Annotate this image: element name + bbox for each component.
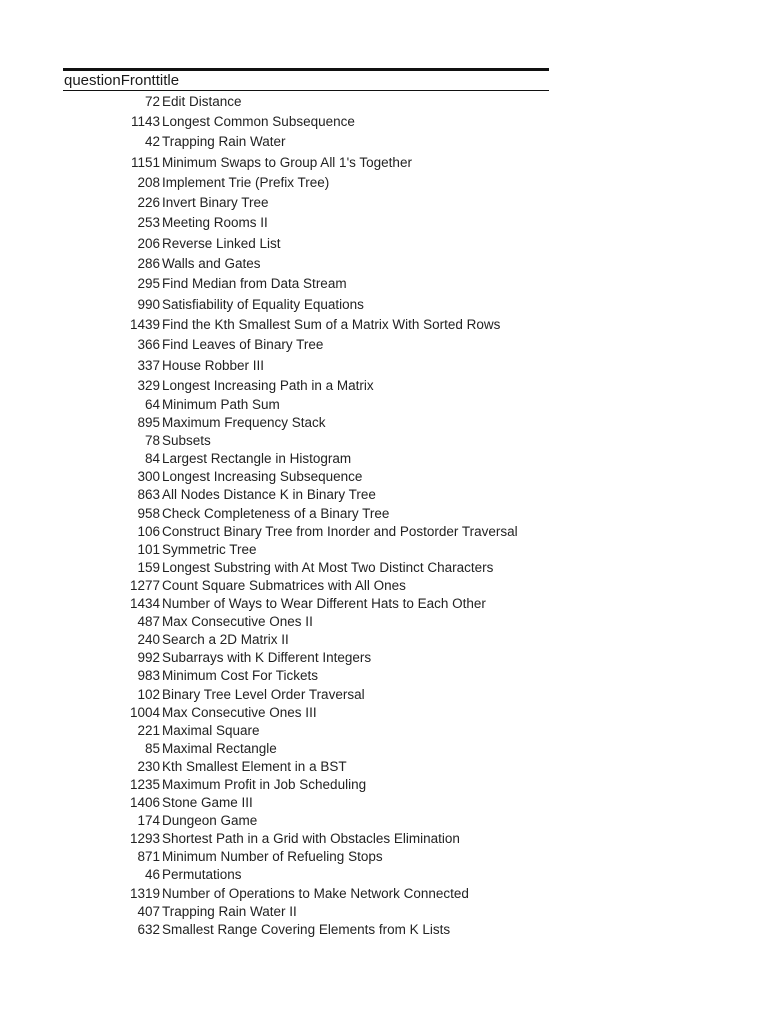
table-row — [63, 414, 549, 432]
question-table — [63, 68, 549, 938]
table-row — [63, 504, 549, 522]
question-id: 487 — [137, 614, 160, 630]
table-row — [63, 132, 549, 152]
question-id: 1319 — [129, 885, 160, 901]
question-id: 84 — [144, 451, 160, 467]
table-row — [63, 233, 549, 253]
question-title: Minimum Cost For Tickets — [162, 668, 319, 684]
question-id: 990 — [137, 296, 160, 312]
table-row — [63, 468, 549, 486]
question-title: Longest Increasing Subsequence — [162, 469, 363, 485]
question-title: Maximum Profit in Job Scheduling — [162, 776, 367, 792]
question-id: 72 — [144, 93, 160, 109]
question-id: 221 — [137, 722, 160, 738]
question-title: Implement Trie (Prefix Tree) — [162, 174, 330, 190]
question-title: Minimum Number of Refueling Stops — [162, 849, 383, 865]
question-title: Subsets — [162, 433, 211, 449]
question-title: Smallest Range Covering Elements from K Lists — [162, 921, 451, 937]
question-title: Binary Tree Level Order Traversal — [162, 686, 365, 702]
question-id: 102 — [137, 686, 160, 702]
table-row — [63, 314, 549, 334]
question-id: 863 — [137, 487, 160, 503]
question-id: 1293 — [129, 831, 160, 847]
table-row — [63, 192, 549, 212]
question-title: Kth Smallest Element in a BST — [162, 758, 347, 774]
table-row — [63, 540, 549, 558]
question-title: Longest Substring with At Most Two Distinct Characters — [162, 559, 494, 575]
table-row — [63, 375, 549, 395]
question-id: 46 — [144, 867, 160, 883]
question-id: 230 — [137, 758, 160, 774]
table-row — [63, 395, 549, 413]
question-id: 337 — [137, 357, 160, 373]
question-title: Check Completeness of a Binary Tree — [162, 505, 390, 521]
question-title: Walls and Gates — [162, 256, 261, 272]
question-title: Reverse Linked List — [162, 235, 281, 251]
question-id: 958 — [137, 505, 160, 521]
question-title: Dungeon Game — [162, 813, 258, 829]
question-id: 226 — [137, 195, 160, 211]
table-row — [63, 486, 549, 504]
table-row — [63, 613, 549, 631]
question-id: 159 — [137, 559, 160, 575]
table-row — [63, 558, 549, 576]
question-title: Find the Kth Smallest Sum of a Matrix With Sorted Rows — [162, 316, 501, 332]
question-id: 1277 — [129, 577, 160, 593]
question-title: Minimum Swaps to Group All 1's Together — [162, 154, 412, 170]
question-id: 1434 — [129, 596, 160, 612]
table-row — [63, 884, 549, 902]
table-row — [63, 794, 549, 812]
table-row — [63, 576, 549, 594]
table-row — [63, 830, 549, 848]
question-title: Symmetric Tree — [162, 541, 257, 557]
question-title: Construct Binary Tree from Inorder and Postorder Traversal — [162, 523, 518, 539]
table-row — [63, 91, 549, 111]
question-id: 101 — [137, 541, 160, 557]
table-row — [63, 253, 549, 273]
question-id: 366 — [137, 337, 160, 353]
question-title: Find Median from Data Stream — [162, 276, 347, 292]
table-row — [63, 703, 549, 721]
table-row — [63, 172, 549, 192]
question-id: 253 — [137, 215, 160, 231]
question-title: Invert Binary Tree — [162, 195, 269, 211]
question-title: Maximal Rectangle — [162, 740, 277, 756]
question-title: Trapping Rain Water — [162, 134, 286, 150]
table-row — [63, 848, 549, 866]
question-rows — [63, 91, 549, 938]
question-id: 78 — [144, 433, 160, 449]
table-row — [63, 739, 549, 757]
question-id: 85 — [144, 740, 160, 756]
question-id: 407 — [137, 903, 160, 919]
question-title: Meeting Rooms II — [162, 215, 268, 231]
question-id: 106 — [137, 523, 160, 539]
question-id: 300 — [137, 469, 160, 485]
question-id: 1143 — [130, 113, 160, 129]
question-id: 1406 — [129, 795, 160, 811]
table-row — [63, 432, 549, 450]
question-title: Find Leaves of Binary Tree — [162, 337, 324, 353]
question-title: House Robber III — [162, 357, 265, 373]
table-row — [63, 775, 549, 793]
question-id: 329 — [137, 377, 160, 393]
question-title: Permutations — [162, 867, 242, 883]
question-id: 206 — [137, 235, 160, 251]
question-title: Minimum Path Sum — [162, 397, 280, 412]
question-id: 632 — [137, 921, 160, 937]
table-row — [63, 631, 549, 649]
question-title: Maximum Frequency Stack — [162, 415, 326, 431]
table-row — [63, 213, 549, 233]
question-id: 1004 — [129, 704, 160, 720]
question-id: 1439 — [129, 316, 160, 332]
table-row — [63, 812, 549, 830]
question-title: Count Square Submatrices with All Ones — [162, 577, 406, 593]
table-row — [63, 649, 549, 667]
table-row — [63, 594, 549, 612]
question-title: Shortest Path in a Grid with Obstacles Elimination — [162, 831, 460, 847]
table-row — [63, 450, 549, 468]
question-title: Edit Distance — [162, 93, 242, 109]
table-row — [63, 902, 549, 920]
column-header: questionFronttitle — [63, 71, 549, 91]
table-row — [63, 294, 549, 314]
table-row — [63, 152, 549, 172]
question-id: 871 — [137, 849, 160, 865]
table-row — [63, 920, 549, 938]
question-id: 983 — [137, 668, 160, 684]
question-id: 1151 — [130, 154, 160, 170]
table-row — [63, 757, 549, 775]
table-row — [63, 355, 549, 375]
question-title: All Nodes Distance K in Binary Tree — [162, 487, 376, 503]
table-row — [63, 274, 549, 294]
table-row — [63, 667, 549, 685]
question-title: Trapping Rain Water II — [162, 903, 297, 919]
table-row — [63, 721, 549, 739]
question-title: Largest Rectangle in Histogram — [162, 451, 352, 467]
question-title: Max Consecutive Ones II — [162, 614, 313, 630]
question-title: Number of Ways to Wear Different Hats to Each Other — [162, 596, 486, 612]
table-row — [63, 866, 549, 884]
question-title: Max Consecutive Ones III — [162, 704, 317, 720]
question-id: 286 — [137, 256, 160, 272]
question-id: 240 — [137, 632, 160, 648]
question-id: 295 — [137, 276, 160, 292]
question-title: Search a 2D Matrix II — [162, 632, 289, 648]
question-title: Subarrays with K Different Integers — [162, 650, 372, 666]
table-row — [63, 685, 549, 703]
question-title: Longest Common Subsequence — [162, 113, 355, 129]
table-row — [63, 111, 549, 131]
table-row — [63, 522, 549, 540]
question-id: 1235 — [129, 776, 160, 792]
question-id: 895 — [137, 415, 160, 431]
question-id: 208 — [137, 174, 160, 190]
question-id: 42 — [144, 134, 160, 150]
question-id: 64 — [144, 397, 160, 412]
question-title: Maximal Square — [162, 722, 260, 738]
question-title: Longest Increasing Path in a Matrix — [162, 377, 374, 393]
question-title: Satisfiability of Equality Equations — [162, 296, 364, 312]
question-title: Number of Operations to Make Network Connected — [162, 885, 469, 901]
question-id: 992 — [137, 650, 160, 666]
table-row — [63, 335, 549, 355]
question-id: 174 — [137, 813, 160, 829]
question-title: Stone Game III — [162, 795, 253, 811]
